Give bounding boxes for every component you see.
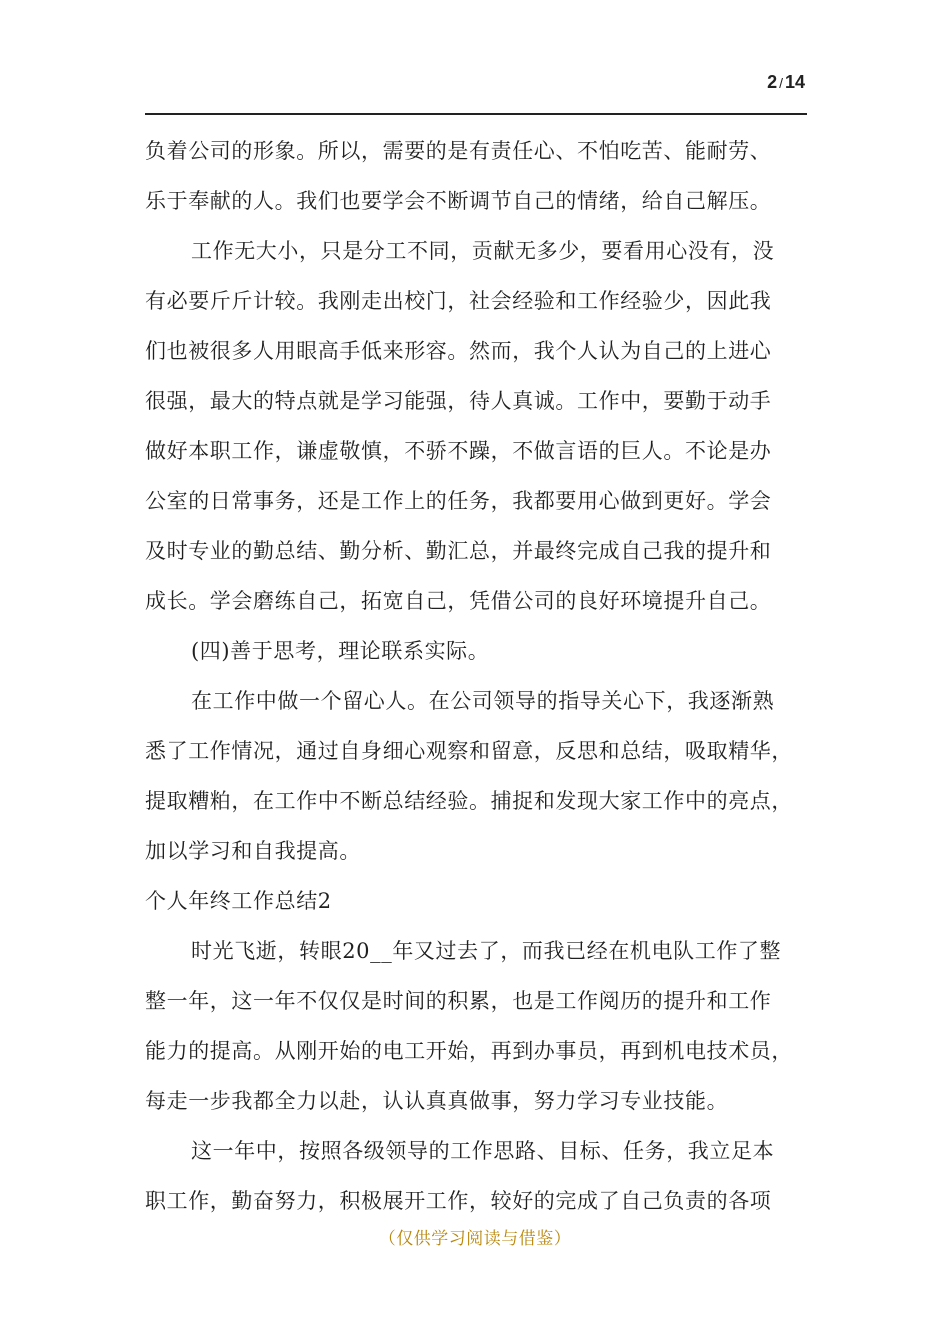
page-total: 14 [784,72,805,92]
text-line: 提取糟粕，在工作中不断总结经验。捕捉和发现大家工作中的亮点， [145,789,793,813]
paragraph-start: 工作无大小，只是分工不同，贡献无多少，要看用心没有，没 [191,239,775,263]
page-number [767,72,805,93]
text-line: 做好本职工作，谦虚敬慎，不骄不躁，不做言语的巨人。不论是办 [145,439,772,463]
text-line: 公室的日常事务，还是工作上的任务，我都要用心做到更好。学会 [145,489,772,513]
header-divider [145,113,807,115]
text-line: 很强，最大的特点就是学习能强，待人真诚。工作中，要勤于动手 [145,389,772,413]
text-line: 有必要斤斤计较。我刚走出校门，社会经验和工作经验少，因此我 [145,289,772,313]
text-line: 能力的提高。从刚开始的电工开始，再到办事员，再到机电技术员， [145,1039,793,1063]
text-line: 职工作，勤奋努力，积极展开工作，较好的完成了自己负责的各项 [145,1189,772,1213]
paragraph-start: 在工作中做一个留心人。在公司领导的指导关心下，我逐渐熟 [191,689,775,713]
paragraph-start: 时光飞逝，转眼20__年又过去了，而我已经在机电队工作了整 [191,939,782,963]
document-title: 个人年终工作总结2 [145,889,332,913]
text-line: 加以学习和自我提高。 [145,839,361,863]
paragraph-start: 这一年中，按照各级领导的工作思路、目标、任务，我立足本 [191,1139,775,1163]
text-line: 整一年，这一年不仅仅是时间的积累，也是工作阅历的提升和工作 [145,989,772,1013]
document-body [145,126,807,1226]
page-current: 2 [767,72,778,92]
footer-disclaimer: （仅供学习阅读与借鉴） [378,1229,572,1249]
text-line: 乐于奉献的人。我们也要学会不断调节自己的情绪，给自己解压。 [145,189,772,213]
text-line: 们也被很多人用眼高手低来形容。然而，我个人认为自己的上进心 [145,339,772,363]
text-line: 及时专业的勤总结、勤分析、勤汇总，并最终完成自己我的提升和 [145,539,772,563]
page-separator: / [779,75,783,91]
text-line: 悉了工作情况，通过自身细心观察和留意，反思和总结，吸取精华， [145,739,793,763]
text-line: 成长。学会磨练自己，拓宽自己，凭借公司的良好环境提升自己。 [145,589,772,613]
text-line: 每走一步我都全力以赴，认认真真做事，努力学习专业技能。 [145,1089,729,1113]
section-heading: (四)善于思考，理论联系实际。 [191,639,490,663]
text-line: 负着公司的形象。所以，需要的是有责任心、不怕吃苦、能耐劳、 [145,139,772,163]
